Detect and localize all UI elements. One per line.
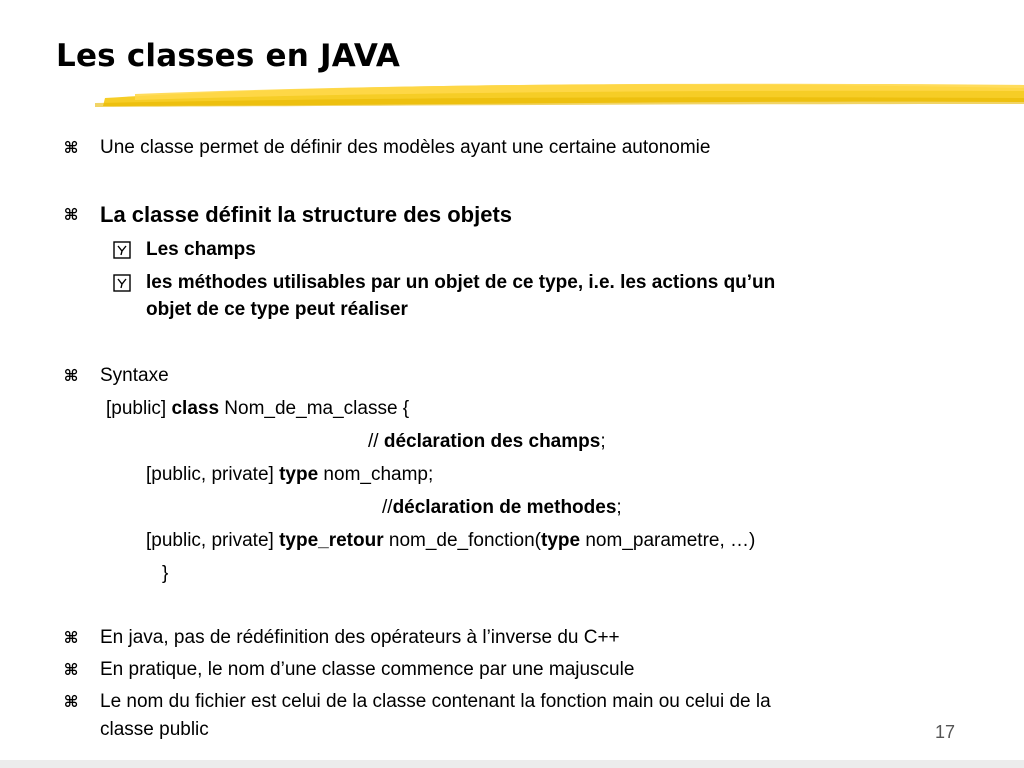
sub-bullet-champs: Les champs xyxy=(146,239,256,260)
command-key-icon: ⌘ xyxy=(63,630,79,647)
sub-bullet-methodes: les méthodes utilisables par un objet de ce type, i.e. les actions qu’un xyxy=(146,272,776,293)
page-number: 17 xyxy=(935,722,956,742)
syntax-comment-methodes: //déclaration de methodes; xyxy=(382,497,622,518)
syntax-closing-brace: } xyxy=(162,563,169,584)
syntax-class-line: [public] class Nom_de_ma_classe { xyxy=(106,398,410,419)
bullet-6: Le nom du fichier est celui de la classe contenant la fonction main ou celui de la xyxy=(100,691,771,712)
command-key-icon: ⌘ xyxy=(63,140,79,157)
checkbox-y-icon xyxy=(113,241,131,259)
sub-bullet-methodes-cont: objet de ce type peut réaliser xyxy=(146,299,408,320)
syntax-method-line: [public, private] type_retour nom_de_fonction(type nom_parametre, …) xyxy=(146,530,756,551)
bullet-2: La classe définit la structure des objets xyxy=(100,202,513,227)
slide-title: Les classes en JAVA xyxy=(56,38,401,74)
checkbox-y-icon xyxy=(113,274,131,292)
bottom-divider xyxy=(0,760,1024,768)
command-key-icon: ⌘ xyxy=(63,207,79,224)
syntax-champ-line: [public, private] type nom_champ; xyxy=(146,464,434,485)
bullet-1: Une classe permet de définir des modèles ayant une certaine autonomie xyxy=(100,137,711,158)
command-key-icon: ⌘ xyxy=(63,694,79,711)
bullet-6-cont: classe public xyxy=(100,719,209,740)
bullet-syntaxe: Syntaxe xyxy=(100,365,169,386)
syntax-comment-champs: // déclaration des champs; xyxy=(368,431,606,452)
highlighter-stroke xyxy=(95,76,1024,116)
command-key-icon: ⌘ xyxy=(63,368,79,385)
bullet-4: En java, pas de rédéfinition des opérateurs à l’inverse du C++ xyxy=(100,627,620,648)
command-key-icon: ⌘ xyxy=(63,662,79,679)
bullet-5: En pratique, le nom d’une classe commence par une majuscule xyxy=(100,659,635,680)
